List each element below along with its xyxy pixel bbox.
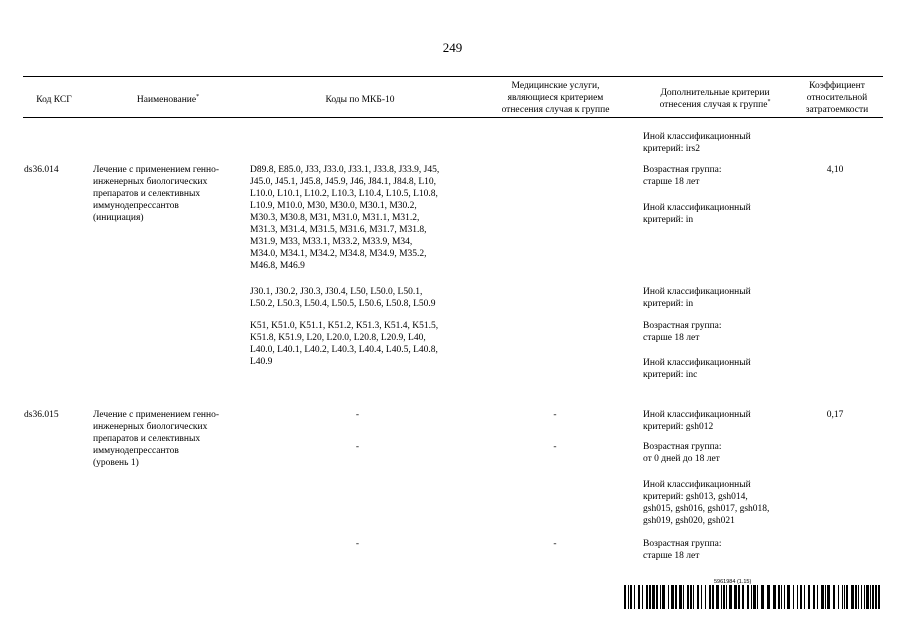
row-ds36-014-class-criterion-a: Иной классификационный критерий: in (643, 203, 751, 225)
row-ds36-015-class-criterion-a: Иной классификационный критерий: gsh012 (643, 410, 751, 432)
row-ds36-015-age-criterion-d: Возрастная группа: старше 18 лет (643, 539, 722, 561)
header-mkb: Коды по МКБ-10 (325, 95, 395, 105)
header-coefficient: Коэффициент относительной затратоемкости (805, 81, 869, 115)
row-ds36-015-name: Лечение с применением генно- инженерных биологических препаратов и селективных иммунодепрессантов (уровень 1) (93, 410, 219, 468)
row-ds36-014-age-criterion-a: Возрастная группа: старше 18 лет (643, 165, 722, 187)
header-code: Код КСГ (36, 95, 72, 105)
row-ds36-015-mkb-dash-2: - (355, 442, 360, 452)
barcode-caption: 5961984 (1.15) (714, 579, 752, 585)
row-ds36-014-name: Лечение с применением генно- инженерных биологических препаратов и селективных иммунодепрессантов (инициация) (93, 165, 219, 223)
continuation-criterion: Иной классификационный критерий: irs2 (643, 132, 751, 154)
row-ds36-015-coefficient: 0,17 (826, 410, 844, 420)
row-ds36-015-mkb-dash-1: - (355, 410, 360, 420)
header-extra-criteria: Дополнительные критерии отнесения случая к группе* (659, 88, 771, 110)
row-ds36-014-age-criterion-c: Возрастная группа: старше 18 лет (643, 321, 722, 343)
row-ds36-014-mkb-group-a: D89.8, E85.0, J33, J33.0, J33.1, J33.8, J33.9, J45, J45.0, J45.1, J45.8, J45.9, J46, J84.1, J84.8, L10, L10.0, L10.1, L10.2, L10.3, L10.4, L10.5, L10.8, L10.9, M10.0, M30, M30.0, M30.1, M30.2, M30.3, M30.8, M31, M31.0, M31.1, M31.2, M31.3, M31.4, M31.5, M31.6, M31.7, M31.8, M31.9, M33, M33.1, M33.2, M33.9, M34, M34.0, M34.1, M34.2, M34.8, M34.9, M35.2, M46.8, M46.9 (250, 165, 440, 271)
row-ds36-015-code: ds36.015 (24, 410, 59, 420)
row-ds36-015-mkb-dash-3: - (355, 539, 360, 549)
header-name: Наименование* (136, 93, 200, 105)
row-ds36-014-mkb-group-b: J30.1, J30.2, J30.3, J30.4, L50, L50.0, L50.1, L50.2, L50.3, L50.4, L50.5, L50.6, L50.8, L50.9 (250, 287, 436, 309)
row-ds36-014-class-criterion-c: Иной классификационный критерий: inc (643, 358, 751, 380)
row-ds36-014-coefficient: 4,10 (826, 165, 844, 175)
row-ds36-015-class-criterion-c: Иной классификационный критерий: gsh013, gsh014, gsh015, gsh016, gsh017, gsh018, gsh019, gsh020, gsh021 (643, 480, 770, 526)
page-number: 249 (442, 40, 463, 55)
row-ds36-015-services-dash-3: - (553, 539, 557, 549)
header-services: Медицинские услуги, являющиеся критерием отнесения случая к группе (501, 81, 610, 115)
row-ds36-014-mkb-group-c: K51, K51.0, K51.1, K51.2, K51.3, K51.4, K51.5, K51.8, K51.9, L20, L20.0, L20.8, L20.9, L40, L40.0, L40.1, L40.2, L40.3, L40.4, L40.5, L40.8, L40.9 (250, 321, 439, 367)
row-ds36-015-services-dash-2: - (553, 442, 557, 452)
row-ds36-015-age-criterion-b: Возрастная группа: от 0 дней до 18 лет (643, 442, 722, 464)
row-ds36-014-code: ds36.014 (24, 165, 59, 175)
row-ds36-015-services-dash-1: - (553, 410, 557, 420)
table-header-rule (23, 117, 883, 118)
barcode-image (624, 585, 882, 609)
row-ds36-014-class-criterion-b: Иной классификационный критерий: in (643, 287, 751, 309)
table-top-rule (23, 76, 883, 77)
